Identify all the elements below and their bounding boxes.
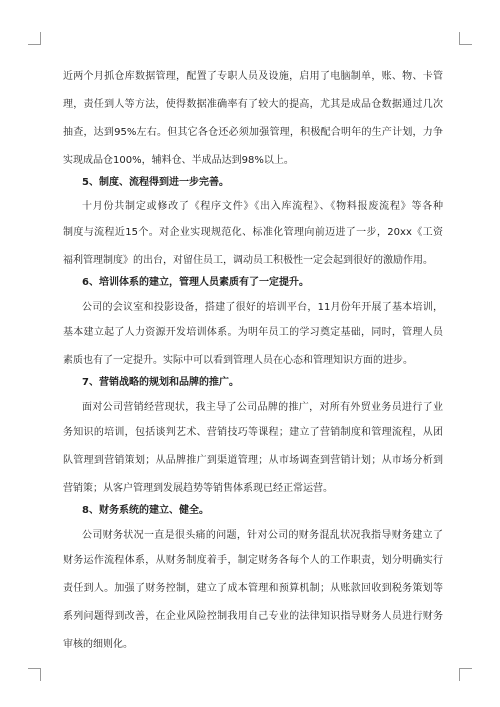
paragraph-line: 近两个月抓仓库数据管理，配置了专职人员及设施，启用了电脑制单，账、物、卡管 — [63, 71, 443, 82]
paragraph-line: 基本建立起了人力资源开发培训体系。为明年员工的学习奠定基础，同时，管理人员 — [63, 327, 443, 338]
paragraph-line: 审核的细则化。 — [63, 639, 133, 650]
paragraph-line: 抽查，达到95%左右。但其它各仓还必须加强管理，积极配合明年的生产计划，力争 — [63, 127, 443, 138]
paragraph-line: 制度与流程近15个。对企业实现规范化、标准化管理向前迈进了一步，20xx《工资 — [63, 227, 443, 238]
paragraph-line: 公司财务状况一直是很头痛的问题，针对公司的财务混乱状况我指导财务建立了 — [82, 530, 443, 541]
paragraph-line: 面对公司营销经营现状，我主导了公司品牌的推广，对所有外贸业务员进行了业 — [82, 402, 443, 413]
paragraph-line: 十月份共制定或修改了《程序文件》《出入库流程》、《物料报废流程》等各种 — [82, 201, 443, 212]
crop-mark-bottom-right — [459, 668, 472, 681]
crop-mark-top-left — [28, 32, 41, 45]
paragraph-line: 福利管理制度》的出台，对留住员工，调动员工积极性一定会起到很好的激励作用。 — [63, 255, 433, 266]
section-heading: 8、财务系统的建立、健全。 — [82, 505, 209, 516]
section-heading: 5、制度、流程得到进一步完善。 — [82, 177, 229, 188]
paragraph-line: 责任到人。加强了财务控制，建立了成本管理和预算机制；从账款回收到税务策划等 — [63, 583, 443, 594]
paragraph-line: 理，责任到人等方法，使得数据准确率有了较大的提高，尤其是成品仓数据通过几次 — [63, 99, 443, 110]
paragraph-line: 营销策；从客户管理到发展趋势等销售体系现已经正常运营。 — [63, 483, 333, 494]
paragraph-line: 系列问题得到改善，在企业风险控制我用自己专业的法律知识指导财务人员进行财务 — [63, 611, 443, 622]
paragraph-line: 实现成品仓100%，辅料仓、半成品达到98%以上。 — [63, 155, 294, 166]
paragraph-line: 务知识的培训，包括谈判艺术、营销技巧等课程；建立了营销制度和管理流程，从团 — [63, 427, 443, 438]
section-heading: 7、营销战略的规划和品牌的推广。 — [82, 377, 239, 388]
paragraph-line: 素质也有了一定提升。实际中可以看到管理人员在心态和管理知识方面的进步。 — [63, 355, 413, 366]
paragraph-line: 队管理到营销策划；从品牌推广到渠道管理；从市场调查到营销计划；从市场分析到 — [63, 455, 443, 466]
paragraph-line: 财务运作流程体系，从财务制度着手，制定财务各每个人的工作职责，划分明确实行 — [63, 555, 443, 566]
crop-mark-top-right — [459, 32, 472, 45]
section-heading: 6、培训体系的建立，管理人员素质有了一定提升。 — [82, 277, 309, 288]
paragraph-line: 公司的会议室和投影设备，搭建了很好的培训平台，11月份年开展了基本培训， — [82, 302, 443, 313]
crop-mark-bottom-left — [28, 668, 41, 681]
